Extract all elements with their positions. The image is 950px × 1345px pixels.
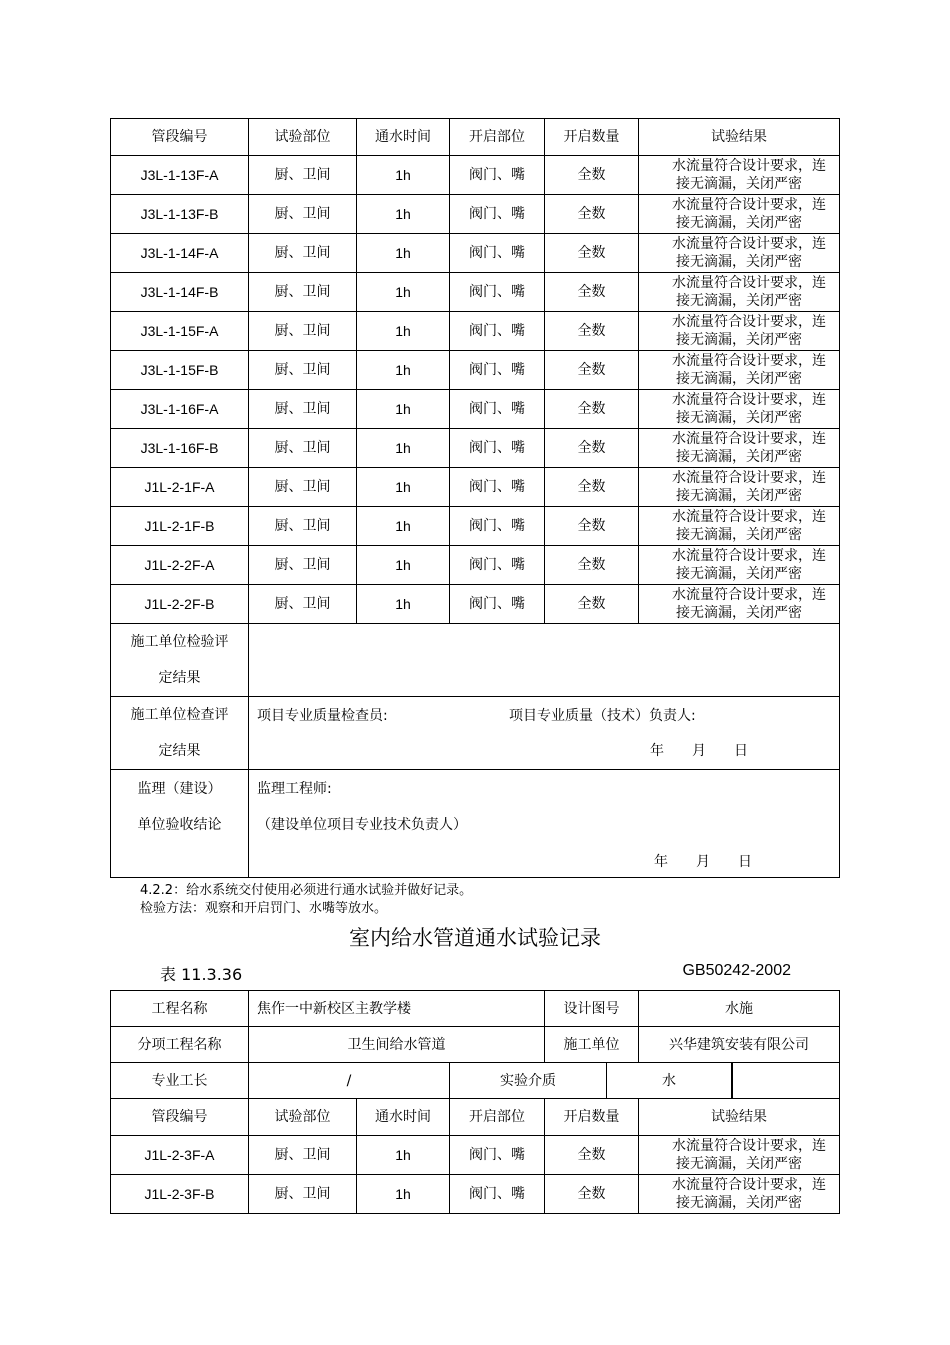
open-qty-cell: 全数 [545,390,639,429]
standard-number: GB50242-2002 [682,962,791,979]
medium-label: 实验介质 [450,1063,607,1099]
test-part-cell: 厨、卫间 [249,351,357,390]
supervision-label: 监理（建设） 单位验收结论 [111,770,249,878]
pipe-code-cell: J3L-1-15F-A [111,312,249,351]
test-part-cell: 厨、卫间 [249,1175,357,1214]
pipe-code-cell: J3L-1-16F-B [111,429,249,468]
subproject-row [111,1027,840,1063]
open-qty-cell: 全数 [545,156,639,195]
table-row [111,156,840,195]
technical-lead-label: 项目专业质量（技术）负责人: [509,708,696,724]
note-line: 检验方法：观察和开启罚门、水嘴等放水。 [140,901,388,916]
result-line: 接无滴漏，关闭严密 [676,1156,803,1172]
table-row [111,468,840,507]
open-part-cell: 阀门、嘴 [450,1175,545,1214]
open-part-cell: 阀门、嘴 [450,351,545,390]
result-line: 接无滴漏，关闭严密 [676,410,802,426]
construction-check-label: 施工单位检查评 定结果 [111,697,249,770]
header-cell: 开启数量 [545,1099,639,1136]
supervision-row [111,770,840,878]
test-result-cell [639,1136,840,1175]
test-result-cell [639,546,840,585]
header-cell: 试验结果 [639,1099,840,1136]
flow-time-cell: 1h [357,156,450,195]
foreman-row [111,1063,840,1099]
header-cell: 试验部位 [249,1099,357,1136]
table-row [111,1175,840,1214]
header-cell: 管段编号 [111,119,249,156]
flow-time-cell: 1h [357,273,450,312]
open-qty-cell: 全数 [545,507,639,546]
open-part-cell: 阀门、嘴 [450,468,545,507]
test-result-cell [639,585,840,624]
flow-time-cell: 1h [357,429,450,468]
result-line: 接无滴漏，关闭严密 [676,176,802,192]
test-part-cell: 厨、卫间 [249,429,357,468]
result-line: 水流量符合设计要求，连 [672,236,826,252]
flow-time-cell: 1h [357,234,450,273]
result-line: 接无滴漏，关闭严密 [676,332,802,348]
header-cell: 通水时间 [357,1099,450,1136]
open-part-cell: 阀门、嘴 [450,234,545,273]
open-qty-cell: 全数 [545,351,639,390]
open-part-cell: 阀门、嘴 [450,195,545,234]
table-row [111,273,840,312]
table-row [111,351,840,390]
test-part-cell: 厨、卫间 [249,585,357,624]
result-line: 接无滴漏，关闭严密 [676,449,802,465]
supervision-engineer-label: 监理工程师: [257,781,332,797]
pipe-code-cell: J1L-2-3F-A [111,1136,249,1175]
result-line: 水流量符合设计要求，连 [672,158,826,174]
open-part-cell: 阀门、嘴 [450,585,545,624]
water-test-table [110,990,840,1214]
result-line: 水流量符合设计要求，连 [672,1138,827,1154]
owner-tech-lead-label: （建设单位项目专业技术负责人） [257,817,467,833]
flow-time-cell: 1h [357,507,450,546]
test-date-value [733,1063,839,1098]
quality-inspector-label: 项目专业质量检查员: [257,708,388,724]
test-result-cell [639,351,840,390]
flow-time-cell: 1h [357,390,450,429]
flow-time-cell: 1h [357,1136,450,1175]
result-line: 接无滴漏，关闭严密 [676,254,802,270]
drawing-no-label: 设计图号 [545,991,639,1027]
construction-eval-value [249,624,840,697]
result-line: 接无滴漏，关闭严密 [676,1195,803,1211]
open-part-cell: 阀门、嘴 [450,273,545,312]
open-part-cell: 阀门、嘴 [450,1136,545,1175]
test-part-cell: 厨、卫间 [249,312,357,351]
flow-time-cell: 1h [357,312,450,351]
table-row [111,312,840,351]
supervision-value [249,770,840,878]
table-header-row [111,119,840,156]
test-result-cell [639,156,840,195]
flow-time-cell: 1h [357,468,450,507]
date-year: 年 [650,743,664,759]
pipe-code-cell: J3L-1-14F-B [111,273,249,312]
construction-unit-label: 施工单位 [545,1027,639,1063]
construction-eval-label: 施工单位检验评 定结果 [111,624,249,697]
flow-time-cell: 1h [357,585,450,624]
subproject-value: 卫生间给水管道 [249,1027,545,1063]
header-cell: 开启数量 [545,119,639,156]
table-row [111,546,840,585]
open-qty-cell: 全数 [545,429,639,468]
table-row [111,390,840,429]
open-part-cell: 阀门、嘴 [450,429,545,468]
test-part-cell: 厨、卫间 [249,468,357,507]
table-row [111,1136,840,1175]
result-line: 水流量符合设计要求，连 [672,470,826,486]
result-line: 接无滴漏，关闭严密 [676,605,802,621]
table-row [111,195,840,234]
result-line: 水流量符合设计要求，连 [672,548,826,564]
header-cell: 开启部位 [450,1099,545,1136]
result-line: 接无滴漏，关闭严密 [676,293,802,309]
open-part-cell: 阀门、嘴 [450,390,545,429]
table-row [111,234,840,273]
result-line: 接无滴漏，关闭严密 [676,527,802,543]
header-cell: 试验部位 [249,119,357,156]
result-line: 接无滴漏，关闭严密 [676,215,802,231]
date-day: 日 [738,854,752,870]
test-part-cell: 厨、卫间 [249,507,357,546]
result-line: 水流量符合设计要求，连 [672,392,826,408]
result-line: 水流量符合设计要求，连 [672,197,826,213]
project-name-label: 工程名称 [111,991,249,1027]
result-line: 水流量符合设计要求，连 [672,587,826,603]
test-part-cell: 厨、卫间 [249,234,357,273]
test-result-cell [639,507,840,546]
open-qty-cell: 全数 [545,312,639,351]
date-month: 月 [696,854,710,870]
note-line: 4.2.2：给水系统交付使用必须进行通水试验并做好记录。 [140,883,473,898]
pipe-code-cell: J3L-1-15F-B [111,351,249,390]
header-cell: 开启部位 [450,119,545,156]
subproject-label: 分项工程名称 [111,1027,249,1063]
open-qty-cell: 全数 [545,273,639,312]
open-qty-cell: 全数 [545,468,639,507]
result-line: 水流量符合设计要求，连 [672,431,826,447]
project-info-row [111,991,840,1027]
test-result-cell [639,468,840,507]
test-result-cell [639,195,840,234]
construction-unit-value: 兴华建筑安装有限公司 [639,1027,840,1063]
header-cell: 试验结果 [639,119,840,156]
test-part-cell: 厨、卫间 [249,546,357,585]
open-qty-cell: 全数 [545,546,639,585]
test-part-cell: 厨、卫间 [249,156,357,195]
date-year: 年 [654,854,668,870]
medium-value: 水 [607,1063,732,1099]
table-row [111,507,840,546]
header-cell: 通水时间 [357,119,450,156]
flow-time-cell: 1h [357,195,450,234]
project-name-value: 焦作一中新校区主教学楼 [249,991,545,1027]
open-qty-cell: 全数 [545,234,639,273]
test-result-cell [639,429,840,468]
result-line: 水流量符合设计要求，连 [672,314,826,330]
page-title: 室内给水管道通水试验记录 [349,926,601,950]
result-line: 接无滴漏，关闭严密 [676,566,802,582]
flow-time-cell: 1h [357,1175,450,1214]
foreman-value: / [249,1063,450,1099]
open-part-cell: 阀门、嘴 [450,507,545,546]
flow-time-cell: 1h [357,351,450,390]
header-cell: 管段编号 [111,1099,249,1136]
test-result-cell [639,1175,840,1214]
date-month: 月 [692,743,706,759]
test-part-cell: 厨、卫间 [249,195,357,234]
test-part-cell: 厨、卫间 [249,1136,357,1175]
pipe-code-cell: J3L-1-16F-A [111,390,249,429]
table-header-row [111,1099,840,1136]
test-result-cell [639,312,840,351]
test-result-cell [639,390,840,429]
open-qty-cell: 全数 [545,195,639,234]
foreman-label: 专业工长 [111,1063,249,1099]
test-part-cell: 厨、卫间 [249,273,357,312]
open-part-cell: 阀门、嘴 [450,546,545,585]
construction-check-row [111,697,840,770]
result-line: 水流量符合设计要求，连 [672,1177,827,1193]
water-test-table-continued [110,118,840,878]
pipe-code-cell: J3L-1-13F-A [111,156,249,195]
pipe-code-cell: J1L-2-3F-B [111,1175,249,1214]
flow-time-cell: 1h [357,546,450,585]
pipe-code-cell: J1L-2-2F-A [111,546,249,585]
pipe-code-cell: J1L-2-2F-B [111,585,249,624]
table-number: 表 11.3.36 [160,965,243,984]
test-part-cell: 厨、卫间 [249,390,357,429]
construction-check-value [249,697,840,770]
construction-eval-row [111,624,840,697]
result-line: 接无滴漏，关闭严密 [676,488,802,504]
result-line: 接无滴漏，关闭严密 [676,371,802,387]
open-part-cell: 阀门、嘴 [450,312,545,351]
drawing-no-value: 水施 [639,991,840,1027]
date-day: 日 [734,743,748,759]
result-line: 水流量符合设计要求，连 [672,353,826,369]
table-row [111,585,840,624]
open-qty-cell: 全数 [545,1136,639,1175]
pipe-code-cell: J1L-2-1F-A [111,468,249,507]
test-result-cell [639,234,840,273]
test-result-cell [639,273,840,312]
open-part-cell: 阀门、嘴 [450,156,545,195]
result-line: 水流量符合设计要求，连 [672,509,826,525]
pipe-code-cell: J1L-2-1F-B [111,507,249,546]
result-line: 水流量符合设计要求，连 [672,275,826,291]
pipe-code-cell: J3L-1-14F-A [111,234,249,273]
open-qty-cell: 全数 [545,1175,639,1214]
open-qty-cell: 全数 [545,585,639,624]
pipe-code-cell: J3L-1-13F-B [111,195,249,234]
table-row [111,429,840,468]
test-date-cell [732,1063,840,1099]
